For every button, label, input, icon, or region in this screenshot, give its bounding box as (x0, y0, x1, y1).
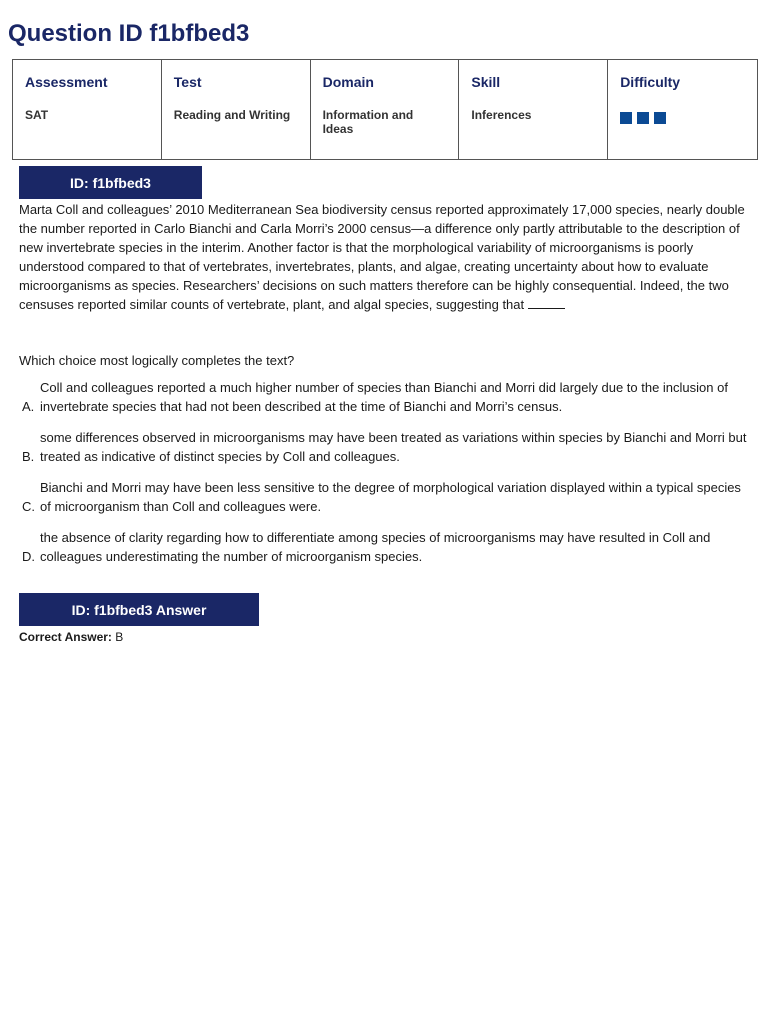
meta-header-domain: Domain (322, 74, 374, 90)
answer-id-banner: ID: f1bfbed3 Answer (19, 593, 259, 626)
meta-cell-test (162, 60, 311, 159)
difficulty-indicator (620, 112, 745, 124)
meta-value-test: Reading and Writing (173, 108, 291, 122)
answer-choices (19, 378, 749, 578)
meta-value-domain: Information and Ideas (322, 108, 414, 136)
meta-value-skill: Inferences (471, 108, 532, 122)
choice-d[interactable] (19, 528, 749, 566)
question-prompt: Which choice most logically completes the text? (19, 353, 295, 368)
choice-a[interactable] (19, 378, 749, 416)
correct-answer-value: B (115, 630, 124, 644)
choice-text: Coll and colleagues reported a much higher number of species than Bianchi and Morri did largely due to the inclusion of invertebrate species that had not been described at the time of Bianchi and Morri’s census. (40, 380, 728, 414)
choice-letter: B. (22, 449, 35, 464)
meta-header-assessment: Assessment (25, 74, 108, 90)
choice-b[interactable] (19, 428, 749, 466)
correct-answer-label: Correct Answer: (19, 630, 112, 644)
correct-answer-line (19, 628, 123, 646)
choice-letter: D. (22, 549, 35, 564)
meta-header-skill: Skill (471, 74, 501, 90)
choice-text: some differences observed in microorganisms may have been treated as variations within species by Bianchi and Morri but treated as indicative of distinct species by Coll and colleagues. (40, 430, 747, 464)
meta-header-difficulty: Difficulty (620, 74, 681, 90)
question-meta-table (12, 59, 758, 160)
choice-c[interactable] (19, 478, 749, 516)
question-id-banner: ID: f1bfbed3 (19, 166, 202, 199)
meta-cell-skill (459, 60, 608, 159)
choice-letter: A. (22, 399, 35, 414)
difficulty-square (620, 112, 632, 124)
choice-letter: C. (22, 499, 35, 514)
meta-cell-assessment (13, 60, 162, 159)
difficulty-square (654, 112, 666, 124)
choice-text: Bianchi and Morri may have been less sensitive to the degree of morphological variation displayed within a typical species of microorganism than Coll and colleagues were. (40, 480, 741, 514)
question-passage (19, 200, 749, 314)
meta-cell-domain (311, 60, 460, 159)
meta-cell-difficulty (608, 60, 758, 159)
choice-text: the absence of clarity regarding how to differentiate among species of microorganisms may have resulted in Coll and colleagues underestimating the number of microorganism species. (40, 530, 711, 564)
fill-in-blank (528, 307, 565, 309)
meta-header-test: Test (173, 74, 202, 90)
difficulty-square (637, 112, 649, 124)
page-title: Question ID f1bfbed3 (8, 20, 250, 47)
meta-value-assessment: SAT (25, 108, 49, 122)
passage-text: Marta Coll and colleagues’ 2010 Mediterranean Sea biodiversity census reported approximately 17,000 species, nearly double the number reported in Carlo Bianchi and Carla Morri’s 2000 census—a difference only partly attributable to the description of new invertebrate species in the interim. Another factor is that the morphological variability of microorganisms is poorly understood compared to that of vertebrates, invertebrates, plants, and algae, creating uncertainty about how to evaluate microorganisms as species. Researchers’ decisions on such matters therefore can be highly consequential. Indeed, the two censuses reported similar counts of vertebrate, plant, and algal species, suggesting that (19, 202, 745, 312)
